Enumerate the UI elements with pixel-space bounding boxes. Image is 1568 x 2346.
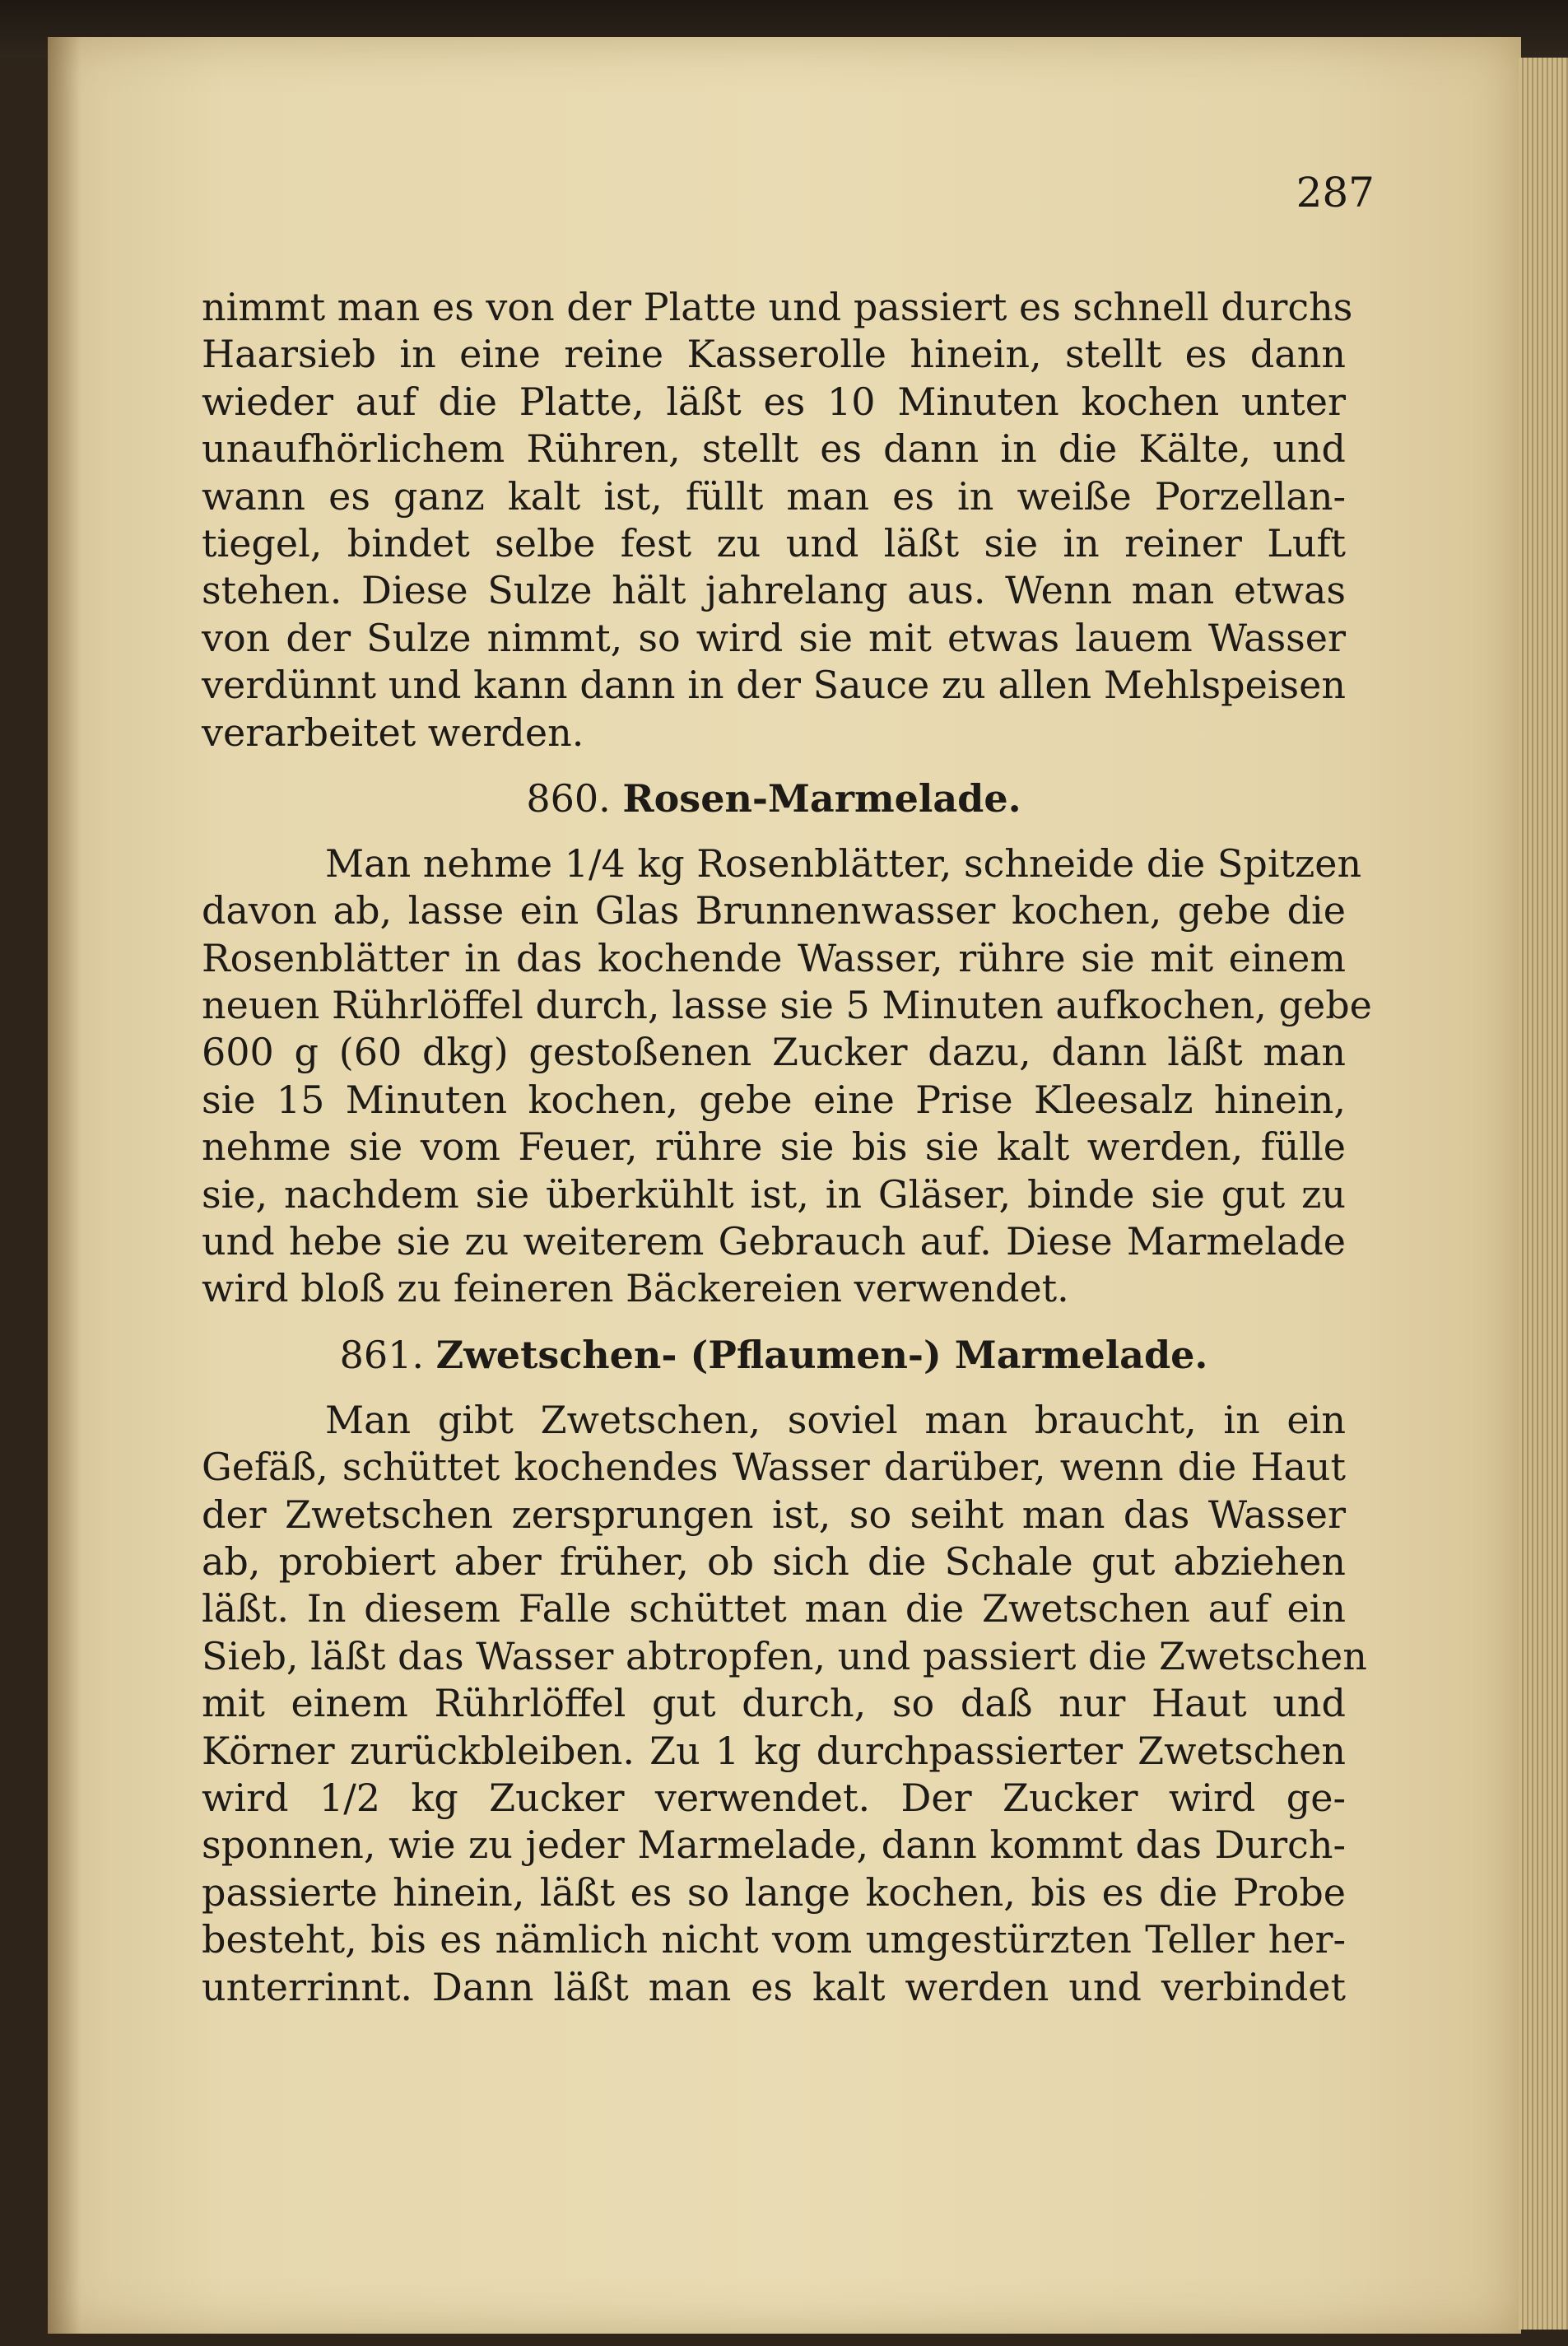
recipe-number: 861. xyxy=(339,1332,424,1377)
page-number: 287 xyxy=(1296,169,1375,216)
text-line: tiegel, bindet selbe fest zu und läßt sie in reiner Luft xyxy=(202,520,1346,566)
text-line: wieder auf die Platte, läßt es 10 Minuten kochen unter xyxy=(202,379,1346,424)
text-line: nimmt man es von der Platte und passiert es schnell durchs xyxy=(202,285,1353,329)
text-line: Haarsieb in eine reine Kasserolle hinein, stellt es dann xyxy=(202,332,1346,377)
text-line: Man gibt Zwetschen, soviel man braucht, in ein xyxy=(325,1397,1346,1442)
text-line: sponnen, wie zu jeder Marmelade, dann kommt das Durch- xyxy=(202,1822,1346,1868)
text-line: unaufhörlichem Rühren, stellt es dann in die Kälte, und xyxy=(202,426,1346,472)
text-line: verarbeitet werden. xyxy=(202,710,584,755)
text-line: Sieb, läßt das Wasser abtropfen, und passiert die Zwetschen xyxy=(202,1633,1367,1678)
text-line: von der Sulze nimmt, so wird sie mit etwas lauem Wasser xyxy=(202,615,1346,660)
page-gutter-shadow xyxy=(48,37,81,2334)
text-line: der Zwetschen zersprungen ist, so seiht man das Wasser xyxy=(202,1492,1346,1537)
text-line: läßt. In diesem Falle schüttet man die Zwetschen auf ein xyxy=(202,1586,1346,1631)
text-line: nehme sie vom Feuer, rühre sie bis sie kalt werden, fülle xyxy=(202,1124,1346,1170)
recipe-860-body xyxy=(202,840,1372,1313)
text-line: Rosenblätter in das kochende Wasser, rühre sie mit einem xyxy=(202,935,1346,980)
text-line: wird bloß zu feineren Bäckereien verwendet. xyxy=(202,1266,1069,1311)
text-line: mit einem Rührlöffel gut durch, so daß nur Haut und xyxy=(202,1681,1346,1726)
recipe-860-heading xyxy=(202,756,1346,840)
recipe-title: Rosen-Marmelade. xyxy=(622,775,1021,821)
text-line: Körner zurückbleiben. Zu 1 kg durchpassierter Zwetschen xyxy=(202,1728,1346,1773)
text-line: sie 15 Minuten kochen, gebe eine Prise Kleesalz hinein, xyxy=(202,1077,1346,1122)
intro-paragraph xyxy=(202,284,1353,756)
recipe-title: Zwetschen- (Pflaumen-) Marmelade. xyxy=(435,1332,1208,1377)
text-line: sie, nachdem sie überkühlt ist, in Gläser, binde sie gut zu xyxy=(202,1171,1346,1217)
text-line: wird 1/2 kg Zucker verwendet. Der Zucker wird ge- xyxy=(202,1775,1346,1820)
text-line: unterrinnt. Dann läßt man es kalt werden und verbindet xyxy=(202,1964,1346,2009)
text-line: besteht, bis es nämlich nicht vom umgestürzten Teller her- xyxy=(202,1917,1346,1962)
text-line: und hebe sie zu weiterem Gebrauch auf. Diese Marmelade xyxy=(202,1219,1346,1264)
text-line: stehen. Diese Sulze hält jahrelang aus. Wenn man etwas xyxy=(202,568,1346,613)
text-line: verdünnt und kann dann in der Sauce zu allen Mehlspeisen xyxy=(202,663,1346,708)
text-line: ab, probiert aber früher, ob sich die Schale gut abziehen xyxy=(202,1538,1346,1584)
text-line: wann es ganz kalt ist, füllt man es in weiße Porzellan- xyxy=(202,473,1346,519)
recipe-number: 860. xyxy=(526,775,611,821)
text-line: passierte hinein, läßt es so lange kochen, bis es die Probe xyxy=(202,1869,1346,1915)
text-line: Gefäß, schüttet kochendes Wasser darüber, wenn die Haut xyxy=(202,1445,1346,1490)
text-line: davon ab, lasse ein Glas Brunnenwasser kochen, gebe die xyxy=(202,888,1346,933)
recipe-861-body xyxy=(202,1397,1367,2011)
page-text xyxy=(202,284,1372,2011)
recipe-861-heading xyxy=(202,1313,1346,1397)
page-edges-stack xyxy=(1519,58,1568,2330)
text-line: 600 g (60 dkg) gestoßenen Zucker dazu, dann läßt man xyxy=(202,1030,1346,1075)
text-line: Man nehme 1/4 kg Rosenblätter, schneide die Spitzen xyxy=(325,840,1362,886)
text-line: neuen Rührlöffel durch, lasse sie 5 Minuten aufkochen, gebe xyxy=(202,983,1372,1028)
